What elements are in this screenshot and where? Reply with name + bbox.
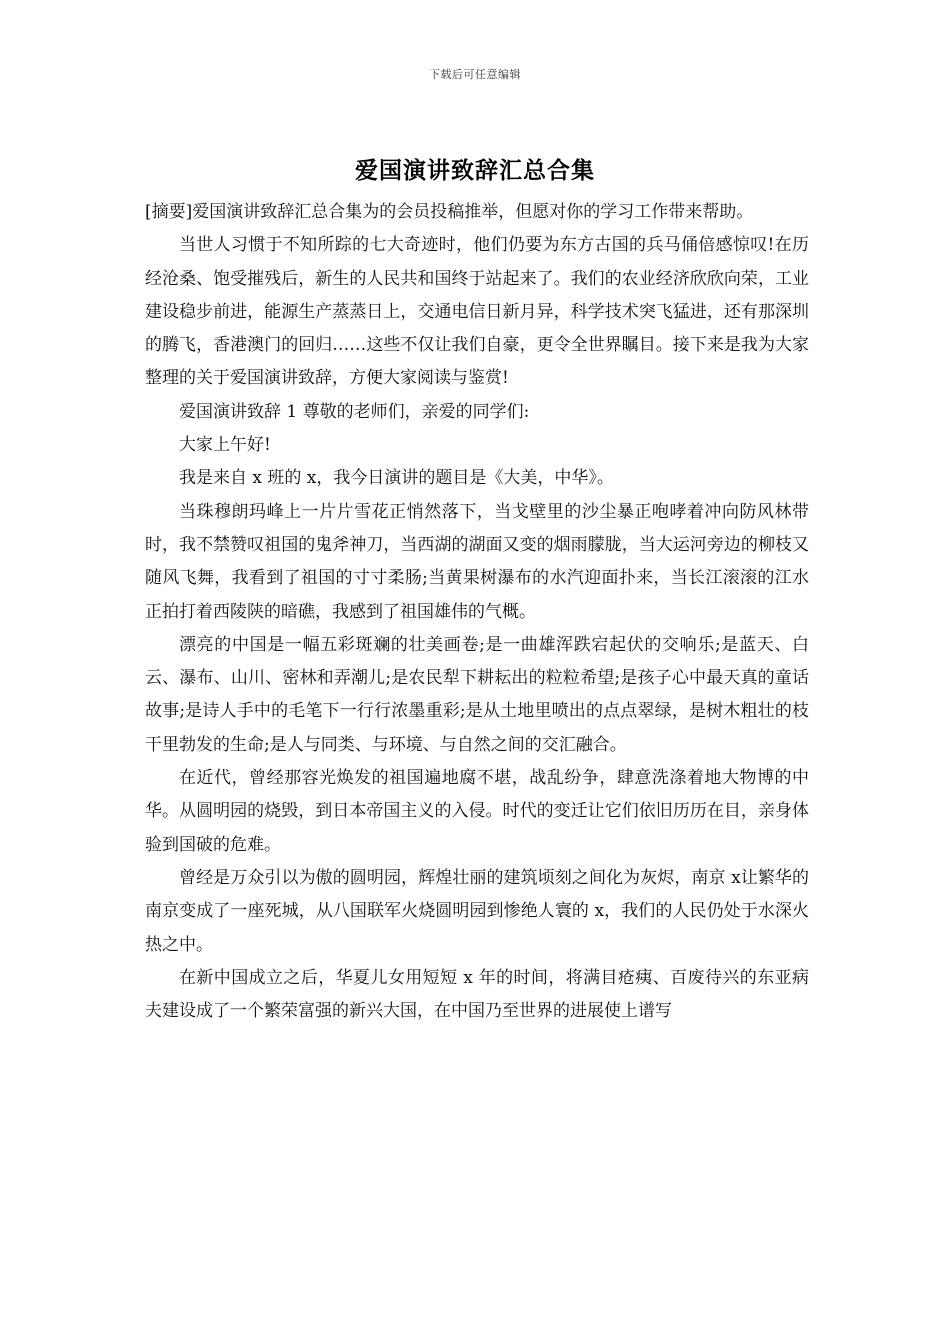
body-paragraph: 我是来自 x 班的 x，我今日演讲的题目是《大美，中华》。 xyxy=(179,468,614,489)
body-paragraph: 在近代，曾经那容光焕发的祖国遍地腐不堪，战乱纷争，肆意洗涤着地大物博的中华。从圆明园的烧毁，到日本帝国主义的入侵。时代的变迁让它们依旧历历在目，亲身体验到国破的危难。 xyxy=(145,768,809,855)
body-paragraph: 大家上午好! xyxy=(179,435,271,456)
abstract-paragraph: [摘要]爱国演讲致辞汇总合集为的会员投稿推举，但愿对你的学习工作带来帮助。 xyxy=(145,202,754,222)
body-paragraph: 当世人习惯于不知所踪的七大奇迹时，他们仍要为东方古国的兵马俑倍感惊叹!在历经沧桑、饱受摧残后，新生的人民共和国终于站起来了。我们的农业经济欣欣向荣，工业建设稳步前进，能源生产蒸蒸日上，交通电信日新月异，科学技术突飞猛进，还有那深圳的腾飞，香港澳门的回归……这些不仅让我们自豪，更令全世界瞩目。接下来是我为大家整理的关于爱国演讲致辞，方便大家阅读与鉴赏! xyxy=(145,235,809,389)
document-title: 爱国演讲致辞汇总合集 xyxy=(355,157,595,184)
header-note: 下载后可任意编辑 xyxy=(429,68,521,81)
body-paragraph: 当珠穆朗玛峰上一片片雪花正悄然落下，当戈壁里的沙尘暴正咆哮着冲向防风林带时，我不禁赞叹祖国的鬼斧神刀，当西湖的湖面又变的烟雨朦胧，当大运河旁边的柳枝又随风飞舞，我看到了祖国的寸寸柔肠;当黄果树瀑布的水汽迎面扑来，当长江滚滚的江水正拍打着西陵陕的暗礁，我感到了祖国雄伟的气概。 xyxy=(145,501,809,622)
body-paragraph: 爱国演讲致辞 1 尊敬的老师们，亲爱的同学们: xyxy=(179,401,530,422)
body-paragraph: 曾经是万众引以为傲的圆明园，辉煌壮丽的建筑顷刻之间化为灰烬，南京 x让繁华的南京变成了一座死城，从八国联军火烧圆明园到惨绝人寰的 x，我们的人民仍处于水深火热之中。 xyxy=(145,867,809,955)
body-paragraph: 漂亮的中国是一幅五彩斑斓的壮美画卷;是一曲雄浑跌宕起伏的交响乐;是蓝天、白云、瀑布、山川、密林和弄潮儿;是农民犁下耕耘出的粒粒希望;是孩子心中最天真的童话故事;是诗人手中的毛笔下一行行浓墨重彩;是从土地里喷出的点点翠绿，是树木粗壮的枝干里勃发的生命;是人与同类、与环境、与自然之间的交汇融合。 xyxy=(145,634,809,755)
body-paragraph: 在新中国成立之后，华夏儿女用短短 x 年的时间，将满目疮痍、百废待兴的东亚病夫建设成了一个繁荣富强的新兴大国，在中国乃至世界的进展使上谱写 xyxy=(145,967,809,1022)
document-body xyxy=(145,196,809,1028)
